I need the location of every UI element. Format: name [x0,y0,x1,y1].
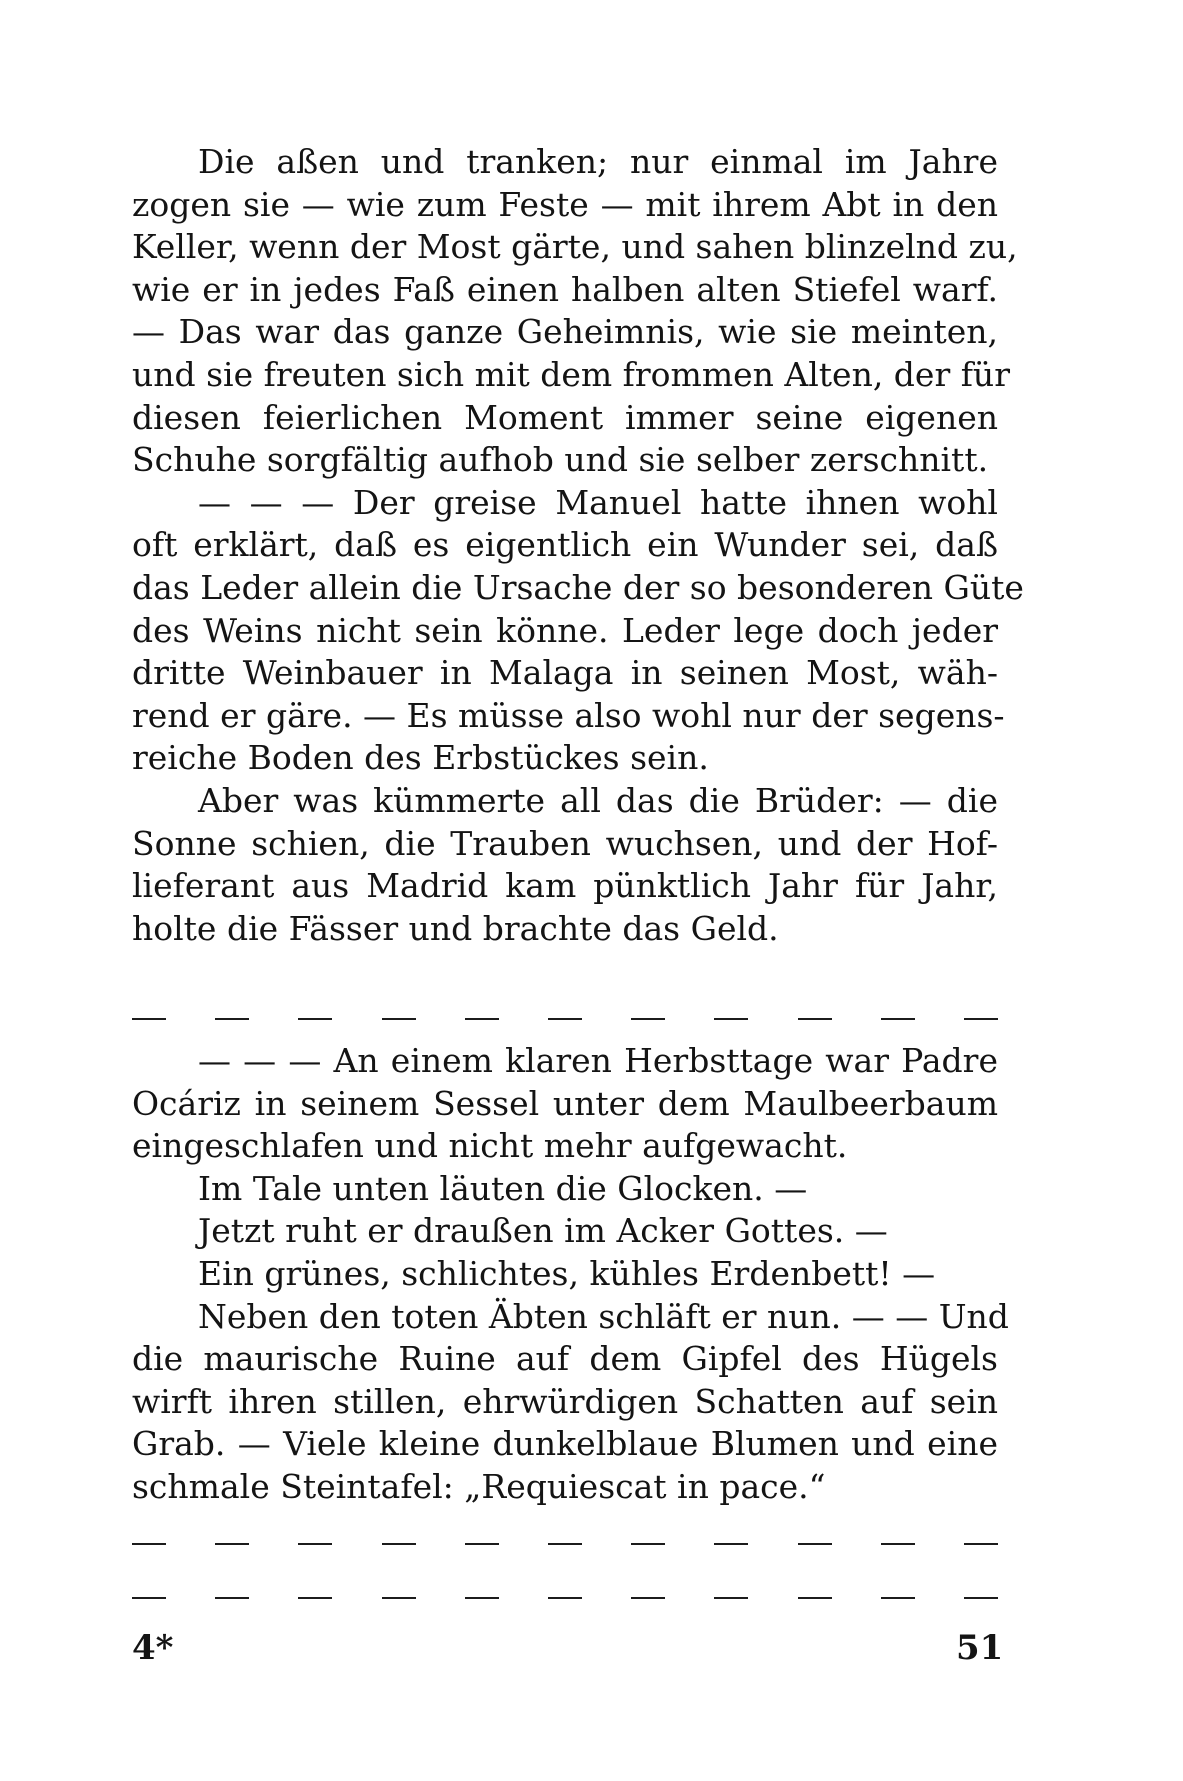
dash [881,1018,915,1020]
dash [215,1597,249,1599]
text-line: — — — Der greise Manuel hatte ihnen wohl [198,482,998,522]
text-block-lower [132,1040,1009,1509]
text-line: das Leder allein die Ursache der so besonderen Güte [132,567,1024,607]
text-block-upper [132,141,1024,950]
closing-rule-2 [132,1597,998,1601]
dash [631,1543,665,1545]
dash [298,1543,332,1545]
text-line: Aber was kümmerte all das die Brüder: — die [198,780,998,820]
text-line: Die aßen und tranken; nur einmal im Jahre [198,142,998,181]
text-line: Keller, wenn der Most gärte, und sahen blinzelnd zu, [132,227,1018,267]
text-line: eingeschlafen und nicht mehr aufgewacht. [132,1126,848,1166]
dash [382,1597,416,1599]
text-line: lieferant aus Madrid kam pünktlich Jahr für Jahr, [132,866,998,906]
dash [548,1543,582,1545]
dash [631,1597,665,1599]
signature-mark: 4* [132,1628,174,1668]
dash [881,1597,915,1599]
dash [548,1018,582,1020]
text-line: Grab. — Viele kleine dunkelblaue Blumen und eine [132,1424,998,1464]
dash [298,1597,332,1599]
dash [798,1543,832,1545]
text-line: Schuhe sorgfältig aufhob und sie selber zerschnitt. [132,440,989,480]
text-line: die maurische Ruine auf dem Gipfel des Hügels [132,1339,998,1379]
text-line: oft erklärt, daß es eigentlich ein Wunder sei, daß [132,525,998,565]
dash [382,1018,416,1020]
text-line: zogen sie — wie zum Feste — mit ihrem Abt in den [132,184,998,224]
dash [548,1597,582,1599]
dash [714,1543,748,1545]
dash [465,1018,499,1020]
text-line: Ocáriz in seinem Sessel unter dem Maulbeerbaum [132,1083,998,1123]
text-line: und sie freuten sich mit dem frommen Alten, der für [132,354,1010,394]
section-break-rule [132,1018,998,1022]
dash [298,1018,332,1020]
page-number: 51 [956,1628,1004,1668]
dash [881,1543,915,1545]
text-line: schmale Steintafel: „Requiescat in pace.“ [132,1466,826,1506]
dash [215,1018,249,1020]
dash [132,1597,166,1599]
dash [215,1543,249,1545]
dash [714,1597,748,1599]
text-line: wie er in jedes Faß einen halben alten Stiefel warf. [132,269,998,309]
dash [465,1597,499,1599]
text-line: rend er gäre. — Es müsse also wohl nur der segens- [132,695,1005,735]
dash [132,1018,166,1020]
dash [714,1018,748,1020]
text-line: reiche Boden des Erbstückes sein. [132,738,709,778]
dash [798,1597,832,1599]
text-line: holte die Fässer und brachte das Geld. [132,908,779,948]
dash [798,1018,832,1020]
text-line: Jetzt ruht er draußen im Acker Gottes. — [198,1211,888,1251]
text-line: des Weins nicht sein könne. Leder lege doch jeder [132,610,998,650]
text-line: Sonne schien, die Trauben wuchsen, und der Hof- [132,823,998,863]
text-line: diesen feierlichen Moment immer seine eigenen [132,397,998,437]
text-line: Ein grünes, schlichtes, kühles Erdenbett! — [198,1253,936,1293]
dash [964,1018,998,1020]
text-line: Im Tale unten läuten die Glocken. — [198,1168,808,1208]
text-line: — — — An einem klaren Herbsttage war Padre [198,1041,998,1080]
text-line: dritte Weinbauer in Malaga in seinen Most, wäh- [132,653,998,693]
closing-rule-1 [132,1543,998,1547]
dash [382,1543,416,1545]
text-line: Neben den toten Äbten schläft er nun. — — Und [198,1296,1009,1336]
dash [964,1597,998,1599]
dash [132,1543,166,1545]
dash [631,1018,665,1020]
text-line: wirft ihren stillen, ehrwürdigen Schatten auf sein [132,1381,998,1421]
text-line: — Das war das ganze Geheimnis, wie sie meinten, [132,312,998,352]
dash [465,1543,499,1545]
dash [964,1543,998,1545]
